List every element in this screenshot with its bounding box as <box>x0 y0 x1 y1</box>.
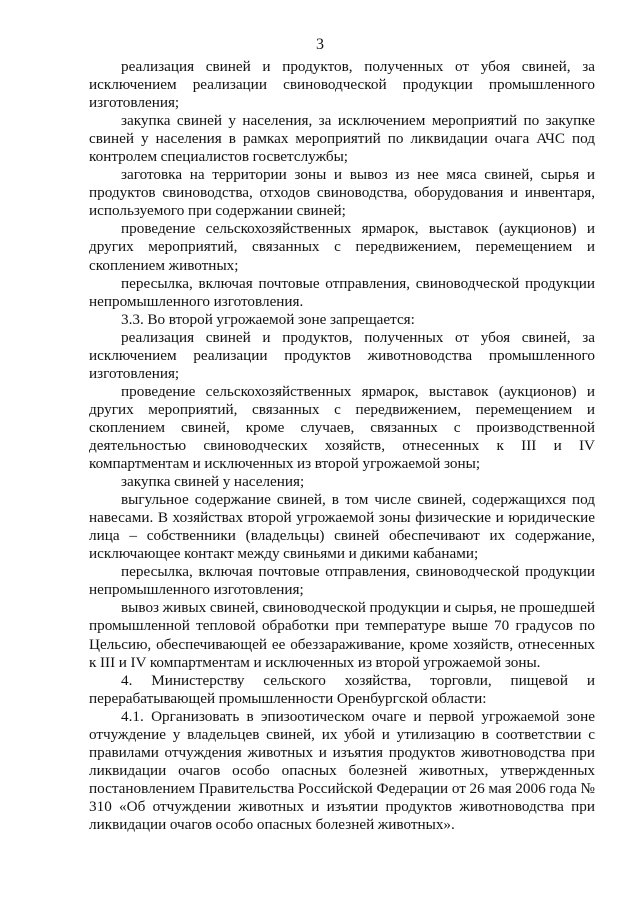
paragraph-zone2-sale: реализация свиней и продуктов, полученных от убоя свиней, за исключением реализации продуктов животноводства промышленного изготовления; <box>89 328 595 382</box>
document-body <box>89 58 595 834</box>
paragraph-postal-shipments: пересылка, включая почтовые отправления, свиноводческой продукции непромышленного изготовления. <box>89 274 595 310</box>
paragraph-fairs-and-exhibitions: проведение сельскохозяйственных ярмарок, выставок (аукционов) и других мероприятий, связанных с передвижением, перемещением и скоплением животных; <box>89 220 595 274</box>
paragraph-procurement-and-export: заготовка на территории зоны и вывоз из нее мяса свиней, сырья и продуктов свиноводства, отходов свиноводства, оборудования и инвентаря, используемого при содержании свиней; <box>89 166 595 220</box>
paragraph-zone2-purchase: закупка свиней у населения; <box>121 473 305 491</box>
paragraph-zone2-export: вывоз живых свиней, свиноводческой продукции и сырья, не прошедшей промышленной тепловой обработки при температуре выше 70 градусов по Цельсию, обеспечивающей ее обеззараживание, кроме хозяйств, отнесенных к III и IV компартментам и исключенных из второй угрожаемой зоны. <box>89 599 595 671</box>
paragraph-sale-of-pigs: реализация свиней и продуктов, полученных от убоя свиней, за исключением реализации свиноводческой продукции промышленного изготовления; <box>89 58 595 112</box>
paragraph-zone2-fairs: проведение сельскохозяйственных ярмарок, выставок (аукционов) и других мероприятий, связанных с передвижением, перемещением и скоплением свиней, кроме случаев, связанных с производственной деятельностью свиноводческих хозяйств, отнесенных к III и IV компартментам и исключенных из второй угрожаемой зоны; <box>89 382 595 473</box>
page-number: 3 <box>316 36 324 53</box>
paragraph-section-4-1: 4.1. Организовать в эпизоотическом очаге и первой угрожаемой зоне отчуждение у владельцев свиней, их убой и утилизацию в соответствии с правилами отчуждения животных и изъятия продуктов животноводства при ликвидации очагов особо опасных болезней животных, утвержденных постановлением Правительства Российской Федерации от 26 мая 2006 года № 310 «Об отчуждении животных и изъятии продуктов животноводства при ликвидации очагов особо опасных болезней животных». <box>89 707 595 833</box>
paragraph-section-3-3-heading: 3.3. Во второй угрожаемой зоне запрещается: <box>121 310 415 328</box>
paragraph-section-4-heading: 4. Министерству сельского хозяйства, торговли, пищевой и перерабатывающей промышленности Оренбургской области: <box>89 671 595 707</box>
paragraph-purchase-of-pigs: закупка свиней у населения, за исключением мероприятий по закупке свиней у населения в рамках мероприятий по ликвидации очага АЧС под контролем специалистов госветслужбы; <box>89 112 595 166</box>
paragraph-zone2-postal: пересылка, включая почтовые отправления, свиноводческой продукции непромышленного изготовления; <box>89 563 595 599</box>
paragraph-zone2-free-range: выгульное содержание свиней, в том числе свиней, содержащихся под навесами. В хозяйствах второй угрожаемой зоны физические и юридические лица – собственники (владельцы) свиней обеспечивают их содержание, исключающее контакт между свиньями и дикими кабанами; <box>89 491 595 563</box>
